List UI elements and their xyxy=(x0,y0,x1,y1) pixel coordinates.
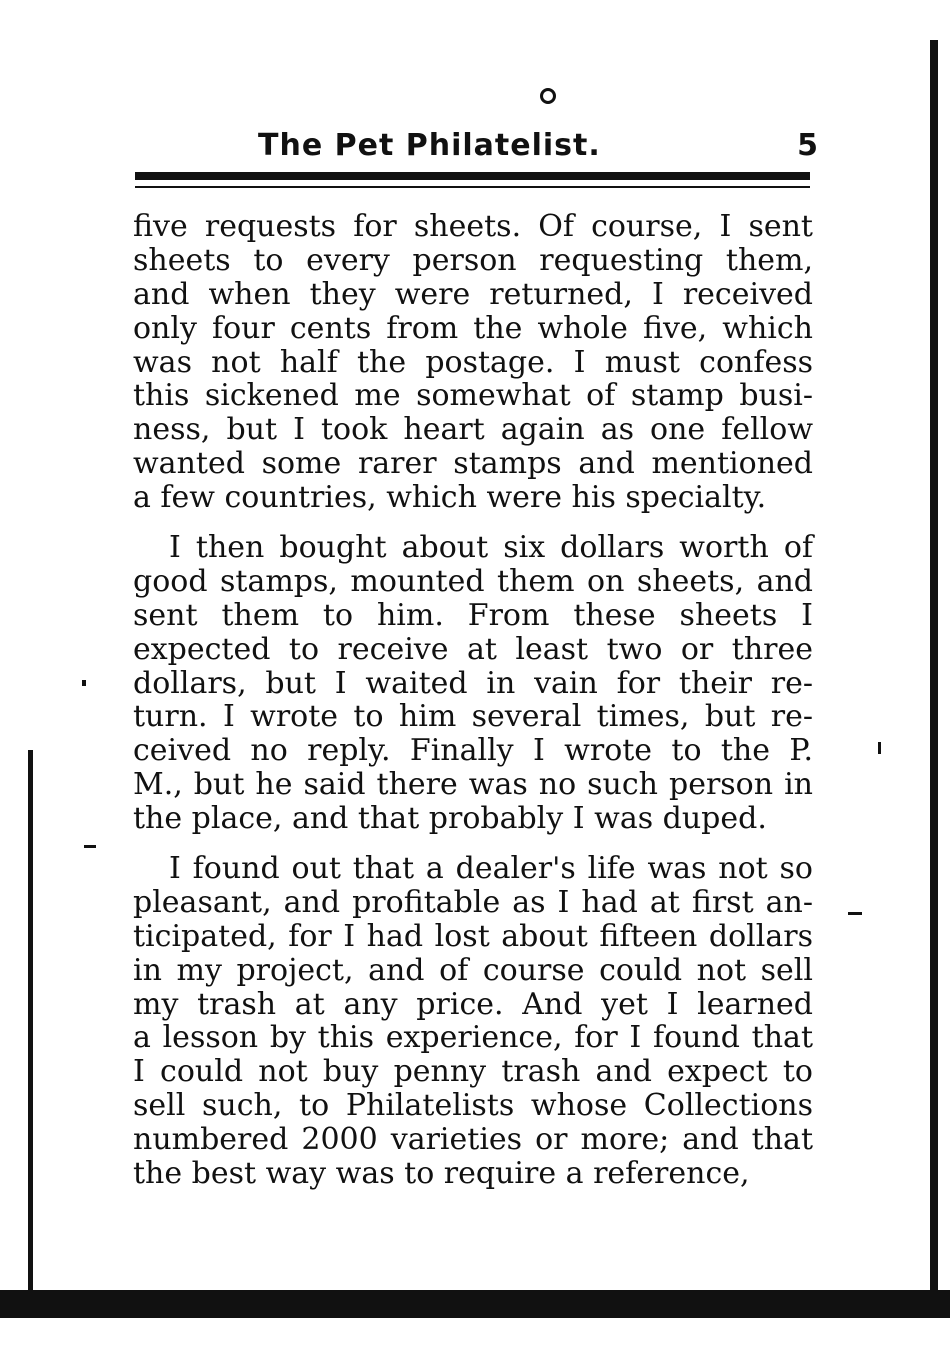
page-number: 5 xyxy=(797,128,818,163)
text-line: good stamps, mounted them on sheets, and xyxy=(133,563,813,599)
text-line: ness, but I took heart again as one fellow xyxy=(133,412,813,448)
text-line: was not half the postage. I must confess xyxy=(133,344,813,380)
header-rule-thick xyxy=(135,172,810,180)
text-line: M., but he said there was no such person in xyxy=(133,767,813,803)
text-line: I found out that a dealer's life was not so xyxy=(169,851,813,887)
text-line: ceived no reply. Finally I wrote to the P. xyxy=(133,733,813,769)
text-line: a lesson by this experience, for I found that xyxy=(133,1020,813,1056)
paragraph-2 xyxy=(133,531,813,836)
header-rule-thin xyxy=(135,186,810,188)
text-line: sell such, to Philatelists whose Collections xyxy=(133,1088,813,1124)
text-line: numbered 2000 varieties or more; and that xyxy=(133,1122,813,1158)
page-edge-left xyxy=(28,750,33,1310)
text-line: and when they were returned, I received xyxy=(133,276,813,312)
paragraph-1 xyxy=(133,210,813,515)
text-line: a few countries, which were his specialty. xyxy=(133,480,767,516)
paragraph-3 xyxy=(133,852,813,1191)
body-text xyxy=(133,210,813,1207)
text-line: wanted some rarer stamps and mentioned xyxy=(133,446,813,482)
text-line: ticipated, for I had lost about fifteen dollars xyxy=(133,918,813,954)
margin-speck xyxy=(82,680,86,686)
text-line: sheets to every person requesting them, xyxy=(133,242,813,278)
text-line: I could not buy penny trash and expect to xyxy=(133,1054,813,1090)
text-line: I then bought about six dollars worth of xyxy=(169,530,813,566)
margin-speck xyxy=(848,912,862,915)
margin-speck xyxy=(84,845,96,848)
text-line: sent them to him. From these sheets I xyxy=(133,597,813,633)
text-line: only four cents from the whole five, which xyxy=(133,310,813,346)
text-line: my trash at any price. And yet I learned xyxy=(133,986,813,1022)
text-line: dollars, but I waited in vain for their re- xyxy=(133,665,813,701)
margin-speck xyxy=(878,742,881,754)
text-line: this sickened me somewhat of stamp busi- xyxy=(133,378,813,414)
text-line: five requests for sheets. Of course, I sent xyxy=(133,209,813,244)
text-line: turn. I wrote to him several times, but re- xyxy=(133,699,813,735)
text-line: expected to receive at least two or three xyxy=(133,631,813,667)
text-line: the best way was to require a reference, xyxy=(133,1156,750,1192)
ornament-icon xyxy=(540,88,556,104)
page-edge-right xyxy=(930,40,938,1300)
running-header xyxy=(258,128,818,168)
header-title: The Pet Philatelist. xyxy=(258,128,601,163)
page-edge-bottom xyxy=(0,1290,950,1318)
text-line: pleasant, and profitable as I had at first an- xyxy=(133,884,813,920)
text-line: in my project, and of course could not sell xyxy=(133,952,813,988)
text-line: the place, and that probably I was duped. xyxy=(133,801,767,837)
